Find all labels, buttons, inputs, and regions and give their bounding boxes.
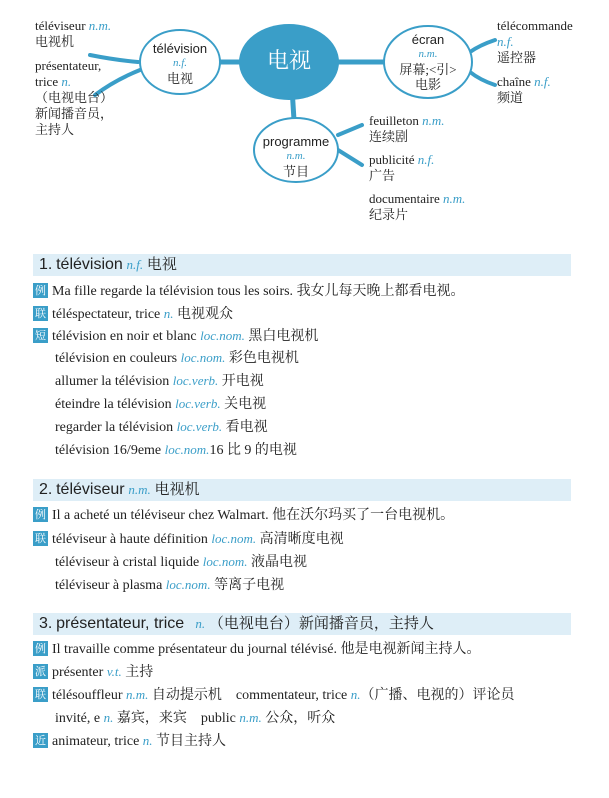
s3-related: invité, e n. 嘉宾，来宾 public n.m. 公众，听众	[55, 710, 336, 726]
s1-example: 例 Ma fille regarde la télévision tous les soirs. 我女儿每天晚上都看电视。	[35, 284, 465, 299]
map-word-feuilleton: feuilleton n.m. 连续剧	[369, 113, 445, 144]
example-tag: 例	[35, 642, 46, 655]
map-word-documentaire: documentaire n.m. 纪录片	[369, 191, 466, 222]
map-word-presentateur: présentateur, trice n. （电视电台） 新闻播音员， 主持人	[35, 58, 114, 137]
related-tag: 联	[35, 688, 46, 701]
s1-phrase: 短 télévision en noir et blanc loc.nom. 黑白电视机	[35, 328, 319, 344]
related-tag: 联	[35, 307, 46, 320]
s1-phrase: regarder la télévision loc.verb. 看电视	[55, 419, 268, 435]
example-tag: 例	[35, 284, 46, 297]
s3-derived: 派 présenter v.t. 主持	[35, 664, 154, 680]
example-tag: 例	[35, 508, 46, 521]
section-2-header: 2. téléviseur n.m. 电视机	[33, 479, 571, 501]
s1-phrase: télévision en couleurs loc.nom. 彩色电视机	[55, 350, 299, 366]
s2-related: téléviseur à plasma loc.nom. 等离子电视	[55, 577, 285, 593]
section-3-header: 3. présentateur, trice n. （电视电台）新闻播音员，主持人	[33, 613, 571, 635]
s2-related: 联 téléviseur à haute définition loc.nom. 高清晰度电视	[35, 531, 344, 547]
s2-related: téléviseur à cristal liquide loc.nom. 液晶电视	[55, 554, 308, 570]
map-word-televiseur: téléviseur n.m. 电视机	[35, 18, 112, 49]
bubble-programme-text: programme n.m. 节目	[262, 134, 330, 179]
s3-related: 联 télésouffleur n.m. 自动提示机 commentateur, trice n.（广播、电视的）评论员	[35, 687, 515, 703]
s1-phrase: allumer la télévision loc.verb. 开电视	[55, 373, 264, 389]
s3-example: 例 Il travaille comme présentateur du journal télévisé. 他是电视新闻主持人。	[35, 642, 481, 657]
map-word-publicite: publicité n.f. 广告	[369, 152, 435, 183]
s2-example: 例 Il a acheté un téléviseur chez Walmart. 他在沃尔玛买了一台电视机。	[35, 508, 455, 523]
derived-tag: 派	[35, 665, 46, 678]
section-1-header: 1. télévision n.f. 电视	[33, 254, 571, 276]
s3-synonym: 近 animateur, trice n. 节目主持人	[35, 733, 227, 749]
map-word-telecommande: télécommande n.f. 遥控器	[497, 18, 573, 65]
synonym-tag: 近	[35, 734, 46, 747]
mindmap-center: 电视	[266, 49, 311, 74]
s1-phrase: éteindre la télévision loc.verb. 关电视	[55, 396, 267, 412]
s1-phrase: télévision 16/9eme loc.nom.16 比 9 的电视	[55, 442, 297, 458]
phrase-tag: 短	[35, 329, 46, 342]
bubble-television-text: télévision n.f. 电视	[152, 41, 208, 86]
s1-related: 联 téléspectateur, trice n. 电视观众	[35, 306, 234, 322]
bubble-ecran-text: écran n.m. 屏幕;<引> 电影	[399, 32, 457, 92]
related-tag: 联	[35, 532, 46, 545]
map-word-chaine: chaîne n.f. 频道	[497, 74, 551, 105]
